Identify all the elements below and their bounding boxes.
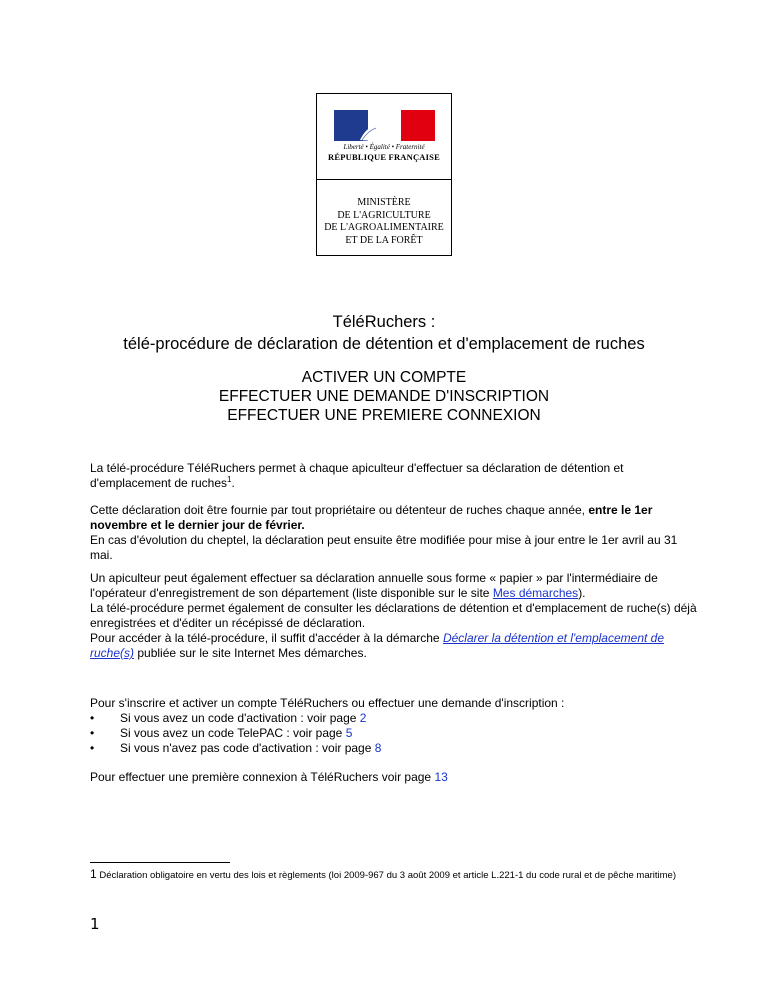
footnote-divider: [90, 862, 230, 863]
list-item: [90, 711, 700, 726]
republic-text: RÉPUBLIQUE FRANÇAISE: [328, 152, 440, 162]
access-text: Pour accéder à la télé-procédure, il suffit d'accéder à la démarche: [90, 631, 443, 645]
footnote-text: Déclaration obligatoire en vertu des lois et règlements (loi 2009-967 du 3 août 2009 et article L.221-1 du code rural et de pêche maritime): [96, 870, 676, 881]
footnote: [90, 868, 690, 882]
deadline-text: Cette déclaration doit être fournie par tout propriétaire ou détenteur de ruches chaque année,: [90, 503, 589, 517]
ministry-logo: [316, 93, 452, 256]
bullet-icon: •: [90, 741, 95, 755]
signup-paragraph: [90, 696, 700, 756]
consult-text: La télé-procédure permet également de consulter les déclarations de détention et d'emplacement de ruche(s) déjà enregistrées et d'éditer un récépissé de déclaration.: [90, 601, 697, 630]
deadline-paragraph: [90, 503, 700, 563]
marianne-flag-icon: [334, 110, 435, 141]
update-text: En cas d'évolution du cheptel, la déclaration peut ensuite être modifiée pour mise à jour entre le 1er avril au 31 mai.: [90, 533, 678, 562]
first-login-paragraph: [90, 770, 700, 785]
ministry-line: DE L'AGROALIMENTAIRE: [324, 222, 444, 233]
subtitle-line-2: EFFECTUER UNE DEMANDE D'INSCRIPTION: [218, 388, 550, 405]
intro-paragraph: [90, 461, 700, 491]
subtitle-line-1: ACTIVER UN COMPTE: [301, 369, 467, 386]
document-subtitle: [0, 368, 768, 425]
paper-text: Un apiculteur peut également effectuer sa déclaration annuelle sous forme « papier » par l'intermédiaire de l'opérateur d'enregistrement de son département (liste disponible sur le site: [90, 571, 658, 600]
list-item-text: Si vous n'avez pas code d'activation : voir page: [120, 741, 375, 755]
intro-text: La télé-procédure TéléRuchers permet à chaque apiculteur d'effectuer sa déclaration de détention et d'emplacement de ruches: [90, 461, 624, 490]
signup-intro: Pour s'inscrire et activer un compte TéléRuchers ou effectuer une demande d'inscription :: [90, 696, 565, 710]
list-item-text: Si vous avez un code d'activation : voir page: [120, 711, 360, 725]
footnote-number: 1: [90, 867, 97, 881]
access-end: publiée sur le site Internet Mes démarches.: [134, 646, 367, 660]
first-login-text: Pour effectuer une première connexion à TéléRuchers voir page: [90, 770, 435, 784]
title-line-1: TéléRuchers :: [332, 313, 436, 331]
page-number: 1: [90, 915, 100, 933]
subtitle-line-3: EFFECTUER UNE PREMIERE CONNEXION: [227, 407, 541, 424]
document-title: [0, 311, 768, 355]
ministry-line: ET DE LA FORÊT: [345, 234, 423, 246]
ministry-line: DE L'AGRICULTURE: [337, 209, 431, 221]
list-item-text: Si vous avez un code TelePAC : voir page: [120, 726, 346, 740]
ministry-line: MINISTÈRE: [357, 197, 411, 208]
declarer-link[interactable]: Déclarer la détention et l'emplacement de ruche(s): [90, 631, 665, 660]
mes-demarches-link[interactable]: Mes démarches: [492, 586, 579, 600]
marianne-block: [317, 94, 451, 180]
paper-end: ).: [578, 586, 586, 600]
title-line-2: télé-procédure de déclaration de détention et d'emplacement de ruches: [123, 335, 645, 353]
intro-end: .: [231, 476, 235, 490]
deadline-bold: entre le 1er novembre et le dernier jour de février.: [90, 503, 653, 532]
ministry-name: [317, 197, 451, 247]
footnote-ref[interactable]: 1: [227, 475, 232, 484]
page-link[interactable]: 13: [434, 770, 448, 784]
bullet-icon: •: [90, 726, 95, 740]
list-item: [90, 726, 700, 741]
page-link[interactable]: 5: [345, 726, 353, 740]
access-paragraph: [90, 571, 700, 661]
page-link[interactable]: 2: [359, 711, 367, 725]
motto-text: Liberté • Égalité • Fraternité: [343, 143, 425, 151]
signup-options-list: [90, 711, 700, 756]
page-link[interactable]: 8: [374, 741, 382, 755]
list-item: [90, 741, 700, 756]
bullet-icon: •: [90, 711, 95, 725]
